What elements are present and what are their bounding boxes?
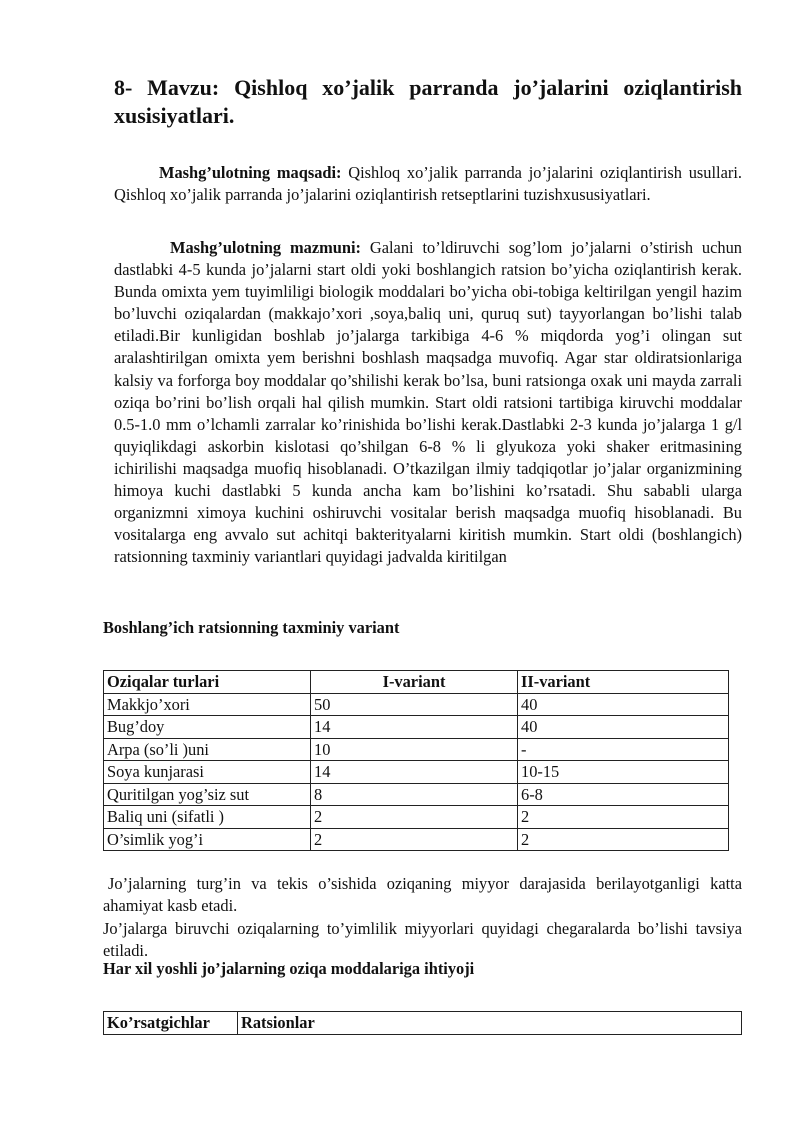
table1-heading: Boshlang’ich ratsionning taxminiy variant bbox=[103, 618, 400, 637]
table-cell: Soya kunjarasi bbox=[104, 761, 311, 784]
table-header-row bbox=[104, 1012, 742, 1035]
table-cell: 6-8 bbox=[518, 783, 729, 806]
goal-label: Mashg’ulotning maqsadi: bbox=[159, 163, 342, 182]
table-cell: 10-15 bbox=[518, 761, 729, 784]
nutrient-needs-table bbox=[103, 1011, 742, 1035]
table-cell: 14 bbox=[311, 761, 518, 784]
table-cell: 2 bbox=[311, 828, 518, 851]
header-rations: Ratsionlar bbox=[238, 1012, 742, 1035]
page-title: 8- Mavzu: Qishloq xo’jalik parranda jo’jalarini oziqlantirish xusisiyatlari. bbox=[114, 75, 742, 128]
table-cell: 2 bbox=[518, 828, 729, 851]
growth-paragraph: Jo’jalarning turg’in va tekis o’sishida oziqaning miyyor darajasida berilayotganligi katta ahamiyat kasb etadi. bbox=[103, 874, 742, 916]
table-row bbox=[104, 738, 729, 761]
table-cell: 10 bbox=[311, 738, 518, 761]
table-row bbox=[104, 693, 729, 716]
table-cell: Bug’doy bbox=[104, 716, 311, 739]
table-row bbox=[104, 828, 729, 851]
header-feed-types: Oziqalar turlari bbox=[104, 671, 311, 694]
table-cell: O’simlik yog’i bbox=[104, 828, 311, 851]
goal-paragraph bbox=[114, 162, 742, 206]
table-cell: 2 bbox=[311, 806, 518, 829]
table-row bbox=[104, 761, 729, 784]
norms-paragraph: Jo’jalarga biruvchi oziqalarning to’yimlilik miyyorlari quyidagi chegaralarda bo’lishi tavsiya etiladi. bbox=[103, 919, 742, 961]
content-paragraph bbox=[114, 237, 742, 568]
table-cell: - bbox=[518, 738, 729, 761]
header-variant-1: I-variant bbox=[311, 671, 518, 694]
table-cell: 14 bbox=[311, 716, 518, 739]
table-row bbox=[104, 783, 729, 806]
table2-heading: Har xil yoshli jo’jalarning oziqa moddalariga ihtiyoji bbox=[103, 959, 475, 978]
goal-text: Qishloq xo’jalik parranda jo’jalarini oziqlantirish usullari. Qishloq xo’jalik parranda jo’jalarini oziqlantirish retseptlarini tuzishxususiyatlari. bbox=[114, 163, 742, 205]
table-cell: 2 bbox=[518, 806, 729, 829]
table-row bbox=[104, 716, 729, 739]
ration-variants-table bbox=[103, 670, 729, 851]
table-cell: Arpa (so’li )uni bbox=[104, 738, 311, 761]
table-cell: Makkjo’xori bbox=[104, 693, 311, 716]
table-cell: Baliq uni (sifatli ) bbox=[104, 806, 311, 829]
table-header-row bbox=[104, 671, 729, 694]
table-cell: Quritilgan yog’siz sut bbox=[104, 783, 311, 806]
header-indicators: Ko’rsatgichlar bbox=[104, 1012, 238, 1035]
table-row bbox=[104, 806, 729, 829]
content-label: Mashg’ulotning mazmuni: bbox=[170, 238, 362, 257]
table-cell: 50 bbox=[311, 693, 518, 716]
table-cell: 40 bbox=[518, 693, 729, 716]
table-cell: 8 bbox=[311, 783, 518, 806]
header-variant-2: II-variant bbox=[518, 671, 729, 694]
table-cell: 40 bbox=[518, 716, 729, 739]
content-text: Galani to’ldiruvchi sog’lom jo’jalarni o’stirish uchun dastlabki 4-5 kunda jo’jalarni start oldi yoki boshlangich ratsion bo’yicha oziqlantirish kerak. Bunda omixta yem tuyimliligi biologik moddalari bo’yicha obi-tobiga keltirilgan yengil hazim bo’luvchi oziqalardan (makkajo’xori ,soya,baliq uni, quruq sut) tayyorlangan bo’lishi talab etiladi.Bir kunligidan boshlab jo’jalarga tarkibiga 4-6 % miqdorda yog’i olingan sut aralashtirilgan omixta yem berishni boshlash maqsadga muvofiq. Agar star oldiratsionlariga kalsiy va forforga boy moddalar qo’shilishi kerak bo’lsa, buni ratsionga oxak uni mayda zarrali oziqa bo’rini bo’lish orqali hal qilish mumkin. Start oldi ratsioni tartibiga kiruvchi moddalar 0.5-1.0 mm o’lchamli zarralar ko’rinishida bo’lishi kerak.Dastlabki 2-3 kunda jo’jalarga 1 g/l quyiqlikdagi askorbin kislotasi qo’shilgan 6-8 % li glyukoza yoki shaker eritmasining ichirilishi maqsadga muofiq hisoblanadi. O’tkazilgan ilmiy tadqiqotlar jo’jalar organizmining himoya kuchi dastlabki 5 kunda ancha kam bo’lishini ko’rsatadi. Shu sababli ularga organizmni ximoya kuchini oshiruvchi vositalar berish maqsadga muofiq hisoblanadi. Bu vositalarga eng avvalo sut achitqi bakterityalarni kiritish mumkin. Start oldi (boshlangich) ratsionning taxminiy variantlari quyidagi jadvalda kiritilgan bbox=[114, 238, 742, 567]
